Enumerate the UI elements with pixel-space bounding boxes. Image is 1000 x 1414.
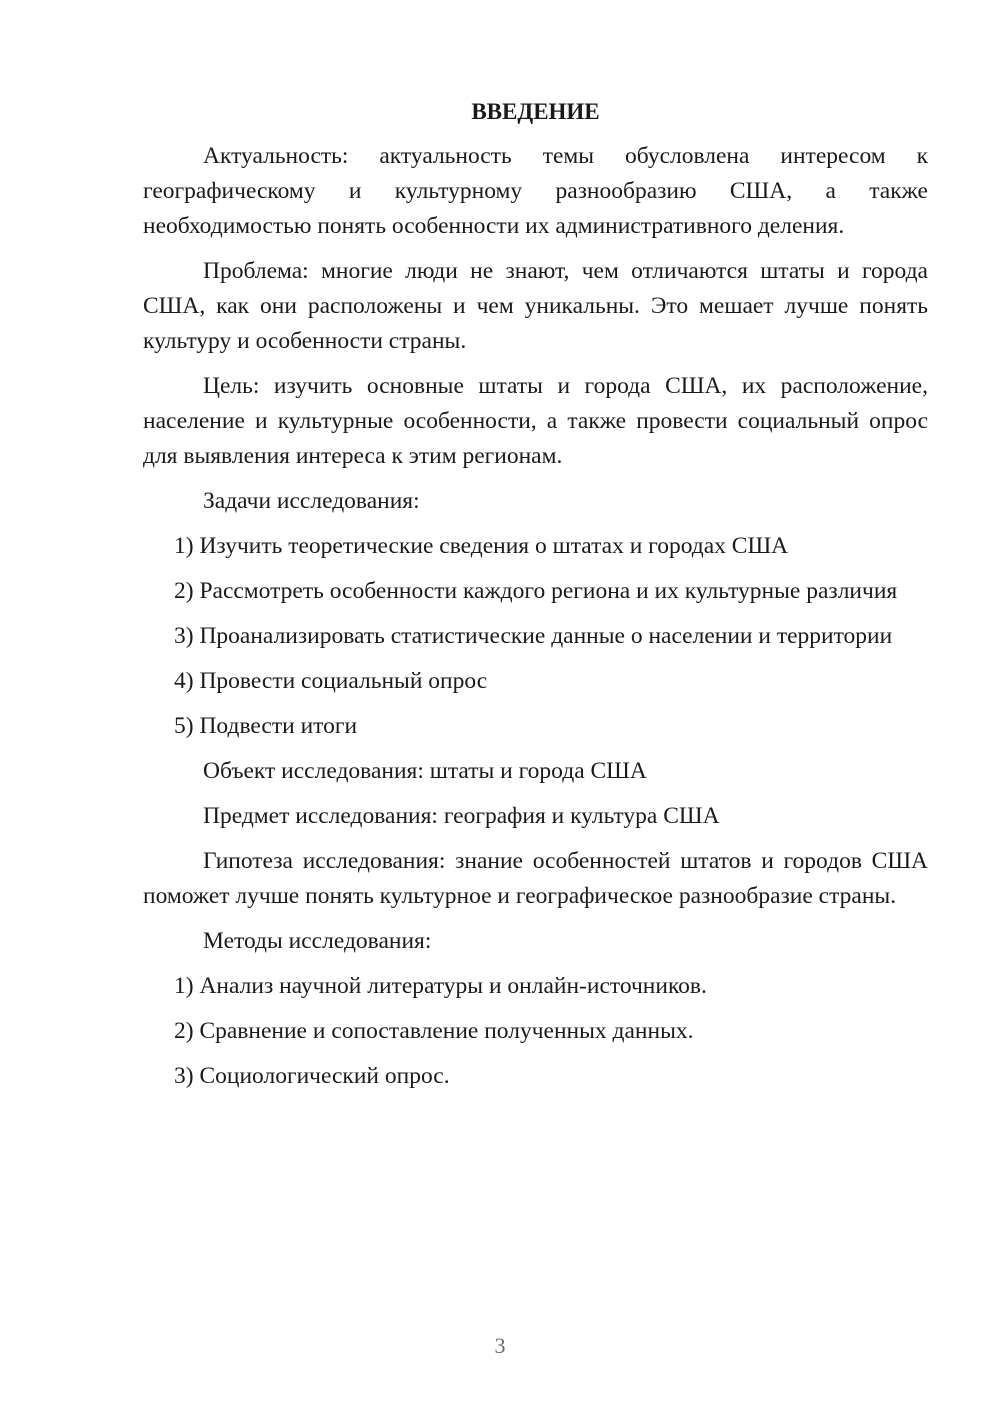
object-paragraph: Объект исследования: штаты и города США bbox=[203, 758, 647, 784]
method-item-1: 1) Анализ научной литературы и онлайн-источников. bbox=[174, 973, 707, 999]
tasks-heading: Задачи исследования: bbox=[203, 488, 420, 514]
hypothesis-paragraph: Гипотеза исследования: знание особенностей штатов и городов США поможет лучше понять культурное и географическое разнообразие страны. bbox=[143, 848, 928, 909]
task-item-5: 5) Подвести итоги bbox=[174, 713, 358, 739]
method-item-3: 3) Социологический опрос. bbox=[174, 1063, 450, 1089]
method-item-2: 2) Сравнение и сопоставление полученных данных. bbox=[174, 1018, 694, 1044]
goal-paragraph: Цель: изучить основные штаты и города США, их расположение, население и культурные особенности, а также провести социальный опрос для выявления интереса к этим регионам. bbox=[143, 373, 928, 469]
relevance-paragraph: Актуальность: актуальность темы обусловлена интересом к географическому и культурному разнообразию США, а также необходимостью понять особенности их административного деления. bbox=[143, 143, 928, 239]
task-item-3: 3) Проанализировать статистические данные о населении и территории bbox=[174, 623, 893, 649]
problem-paragraph: Проблема: многие люди не знают, чем отличаются штаты и города США, как они расположены и чем уникальны. Это мешает лучше понять культуру и особенности страны. bbox=[143, 258, 928, 354]
section-title: ВВЕДЕНИЕ bbox=[471, 99, 600, 124]
methods-heading: Методы исследования: bbox=[203, 928, 432, 954]
task-item-2: 2) Рассмотреть особенности каждого региона и их культурные различия bbox=[174, 578, 898, 604]
subject-paragraph: Предмет исследования: география и культура США bbox=[203, 803, 720, 829]
task-item-4: 4) Провести социальный опрос bbox=[174, 668, 488, 694]
task-item-1: 1) Изучить теоретические сведения о штатах и городах США bbox=[174, 533, 789, 559]
page-number: 3 bbox=[494, 1333, 506, 1358]
page-content bbox=[143, 94, 928, 1104]
